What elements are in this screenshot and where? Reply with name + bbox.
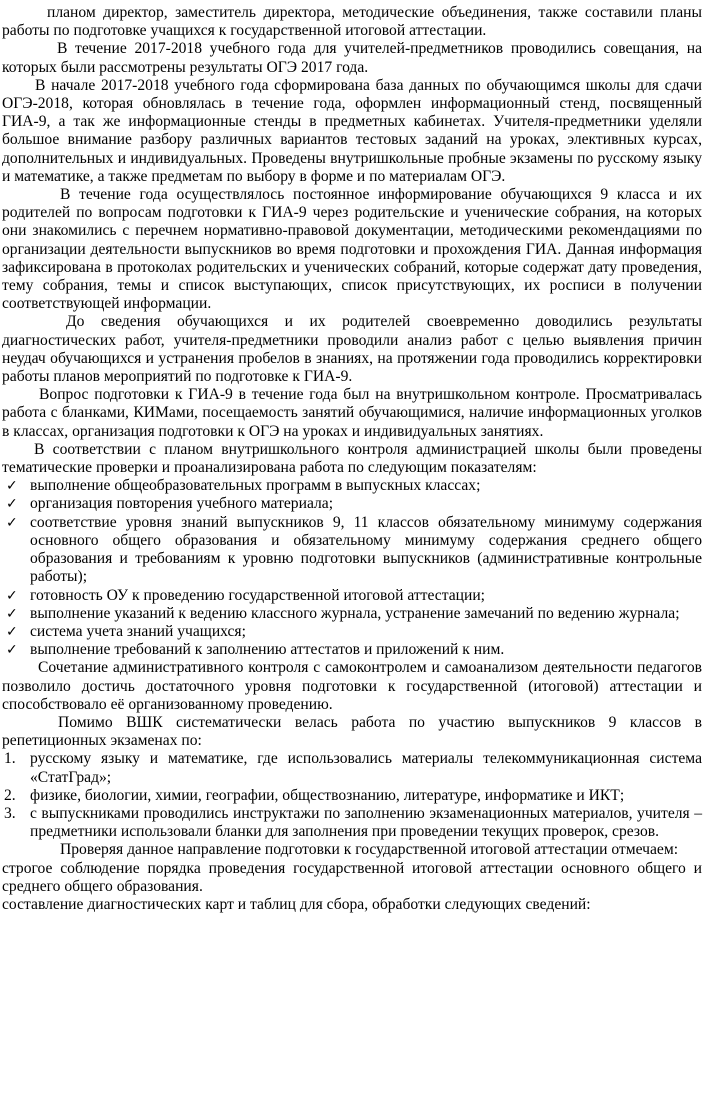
list-item bbox=[2, 477, 702, 495]
list-number: 3. bbox=[4, 804, 16, 822]
paragraph-7: В соответствии с планом внутришкольного контроля администрацией школы были проведены тематические проверки и проанализирована работа по следующим показателям: bbox=[2, 440, 702, 477]
list-item-text: с выпускниками проводились инструктажи по заполнению экзаменационных материалов, учителя – предметники использовали бланки для заполнения при проведении текущих проверок, срезов. bbox=[30, 804, 702, 841]
list-item bbox=[2, 495, 702, 513]
paragraph-11: строгое соблюдение порядка проведения государственной итоговой аттестации основного общего и среднего общего образования. bbox=[2, 859, 702, 895]
list-item-text: соответствие уровня знаний выпускников 9, 11 классов обязательному минимуму содержания основного общего образования и обязательному минимуму содержания среднего общего образования и требованиям к уровню подготовки выпускников (административные контрольные работы); bbox=[30, 513, 702, 586]
list-item bbox=[2, 623, 702, 641]
paragraph-8: Сочетание административного контроля с самоконтролем и самоанализом деятельности педагогов позволило достичь достаточного уровня подготовки к государственной (итоговой) аттестации и способствовало её организованному проведению. bbox=[2, 659, 702, 713]
numbered-list bbox=[2, 750, 702, 841]
list-item-text: система учета знаний учащихся; bbox=[30, 622, 246, 640]
checkmark-icon: ✓ bbox=[6, 478, 18, 495]
check-list bbox=[2, 477, 702, 659]
paragraph-6: Вопрос подготовки к ГИА-9 в течение года был на внутришкольном контроле. Просматривалась работа с бланками, КИМами, посещаемость занятий обучающимися, наличие информационных уголков в классах, организация подготовки к ОГЭ на уроках и индивидуальных занятиях. bbox=[2, 386, 702, 440]
list-number: 1. bbox=[4, 750, 16, 768]
list-item bbox=[2, 587, 702, 605]
paragraph-5: До сведения обучающихся и их родителей своевременно доводились результаты диагностических работ, учителя-предметники проводили анализ работ с целью выявления причин неудач обучающихся и устранения пробелов в знаниях, на протяжении года проводились корректировки работы планов мероприятий по подготовке к ГИА-9. bbox=[2, 313, 702, 386]
checkmark-icon: ✓ bbox=[6, 623, 18, 640]
paragraph-1: планом директор, заместитель директора, методические объединения, также составили планы работы по подготовке учащихся к государственной итоговой аттестации. bbox=[2, 4, 702, 40]
list-item bbox=[2, 805, 702, 841]
list-item bbox=[2, 514, 702, 587]
checkmark-icon: ✓ bbox=[6, 514, 18, 531]
list-item-text: выполнение требований к заполнению аттестатов и приложений к ним. bbox=[30, 641, 505, 659]
list-item-text: физике, биологии, химии, географии, обществознанию, литературе, информатике и ИКТ; bbox=[30, 786, 625, 804]
list-item bbox=[2, 641, 702, 659]
list-item-text: русскому языку и математике, где использовались материалы телекоммуникационная система «СтатГрад»; bbox=[30, 750, 702, 786]
paragraph-10: Проверяя данное направление подготовки к государственной итоговой аттестации отмечаем: bbox=[60, 841, 679, 859]
list-item bbox=[2, 605, 702, 623]
checkmark-icon: ✓ bbox=[6, 642, 18, 659]
paragraph-12: составление диагностических карт и таблиц для сбора, обработки следующих сведений: bbox=[2, 895, 591, 913]
paragraph-4: В течение года осуществлялось постоянное информирование обучающихся 9 класса и их родителей по вопросам подготовки к ГИА-9 через родительские и ученические собрания, на которых они знакомились с перечнем нормативно-правовой документации, методическими рекомендациями по организации деятельности выпускников во время подготовки и прохождения ГИА. Данная информация зафиксирована в протоколах родительских и ученических собраний, которые содержат дату проведения, тему собрания, темы и список выступающих, список присутствующих, их росписи в получении соответствующей информации. bbox=[2, 186, 702, 313]
paragraph-2: В течение 2017-2018 учебного года для учителей-предметников проводились совещания, на которых были рассмотрены результаты ОГЭ 2017 года. bbox=[2, 40, 702, 76]
list-item-text: организация повторения учебного материала; bbox=[30, 495, 334, 513]
paragraph-3: В начале 2017-2018 учебного года сформирована база данных по обучающимся школы для сдачи ОГЭ-2018, которая обновлялась в течение года, оформлен информационный стенд, посвященный ГИА-9, а так же информационные стенды в предметных кабинетах. Учителя-предметники уделяли большое внимание разбору различных вариантов тестовых заданий на уроках, элективных курсах, дополнительных и индивидуальных. Проведены внутришкольные пробные экзамены по русскому языку и математике, а также предметам по выбору в форме и по материалам ОГЭ. bbox=[2, 76, 702, 185]
list-item-text: выполнение общеобразовательных программ в выпускных классах; bbox=[30, 477, 481, 495]
list-item bbox=[2, 750, 702, 786]
checkmark-icon: ✓ bbox=[6, 605, 18, 622]
paragraph-9: Помимо ВШК систематически велась работа по участию выпускников 9 классов в репетиционных экзаменах по: bbox=[2, 713, 702, 750]
checkmark-icon: ✓ bbox=[6, 587, 18, 604]
list-item-text: готовность ОУ к проведению государственной итоговой аттестации; bbox=[30, 586, 486, 604]
checkmark-icon: ✓ bbox=[6, 496, 18, 513]
list-item-text: выполнение указаний к ведению классного журнала, устранение замечаний по ведению журнала; bbox=[30, 604, 680, 622]
list-number: 2. bbox=[4, 786, 16, 804]
list-item bbox=[2, 787, 702, 805]
